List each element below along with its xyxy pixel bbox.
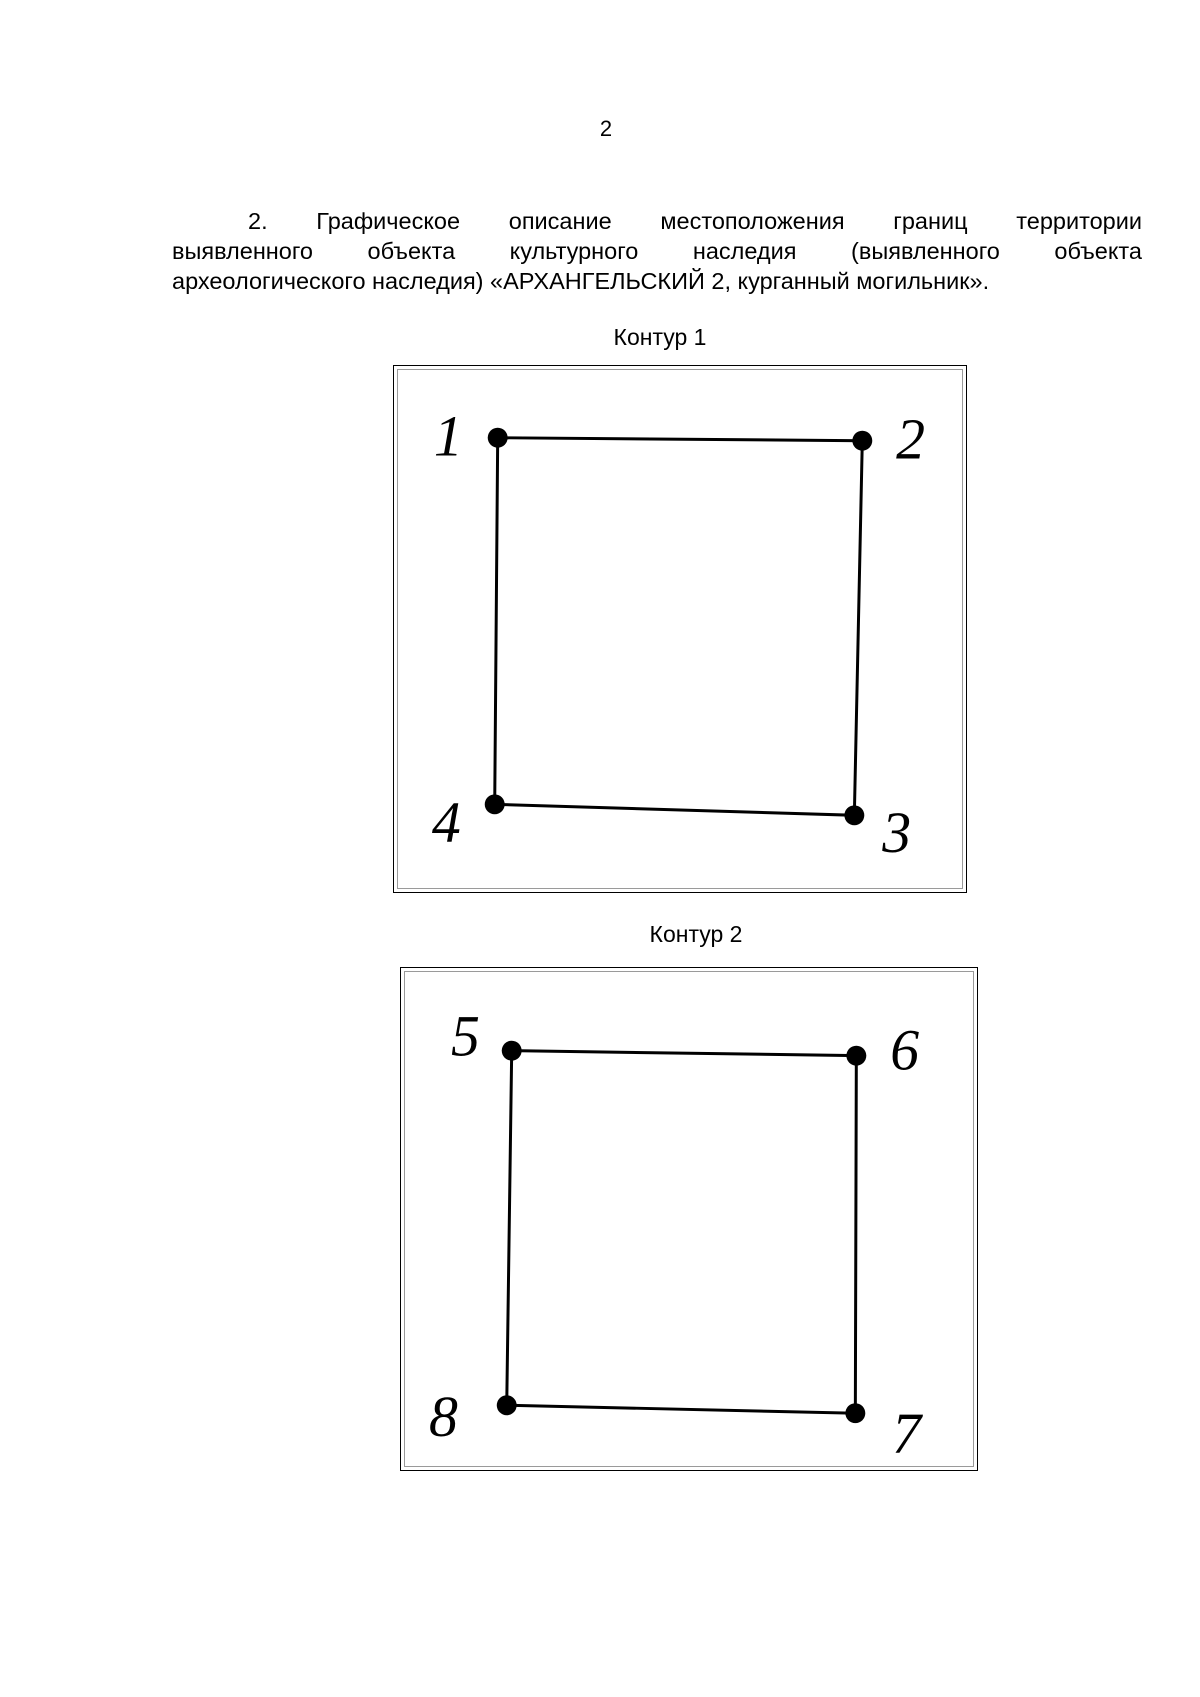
boundary-point-1: [488, 428, 508, 448]
paragraph-line: археологического наследия) «АРХАНГЕЛЬСКИЙ 2, курганный могильник».: [172, 268, 990, 294]
point-label-2: 2: [896, 408, 926, 472]
contour-2-drawing: [401, 968, 977, 1470]
point-label-7: 7: [892, 1403, 922, 1467]
boundary-point-2: [852, 431, 872, 451]
point-label-1: 1: [433, 405, 463, 469]
page-number: 2: [599, 116, 613, 141]
point-label-4: 4: [431, 792, 461, 856]
boundary-point-8: [497, 1395, 517, 1415]
boundary-point-5: [502, 1041, 522, 1061]
contour-1-scheme: [393, 365, 967, 893]
contour-1-drawing: [394, 366, 966, 892]
contour-2-boundary: [507, 1051, 857, 1414]
contour-1-boundary: [495, 438, 863, 816]
section-paragraph: [172, 206, 1142, 296]
contour-2-title: Контур 2: [649, 921, 743, 947]
point-label-5: 5: [450, 1005, 480, 1069]
contour-1-title: Контур 1: [613, 324, 707, 350]
point-label-8: 8: [429, 1386, 458, 1450]
boundary-point-6: [846, 1046, 866, 1066]
boundary-point-4: [485, 794, 505, 814]
boundary-point-7: [845, 1403, 865, 1423]
paragraph-line: выявленного объекта культурного наследия (выявленного объекта: [172, 238, 1142, 264]
paragraph-line: 2. Графическое описание местоположения границ территории: [248, 208, 1142, 234]
contour-2-scheme: [400, 967, 978, 1471]
point-label-6: 6: [890, 1019, 920, 1083]
boundary-point-3: [844, 805, 864, 825]
point-label-3: 3: [882, 802, 912, 866]
